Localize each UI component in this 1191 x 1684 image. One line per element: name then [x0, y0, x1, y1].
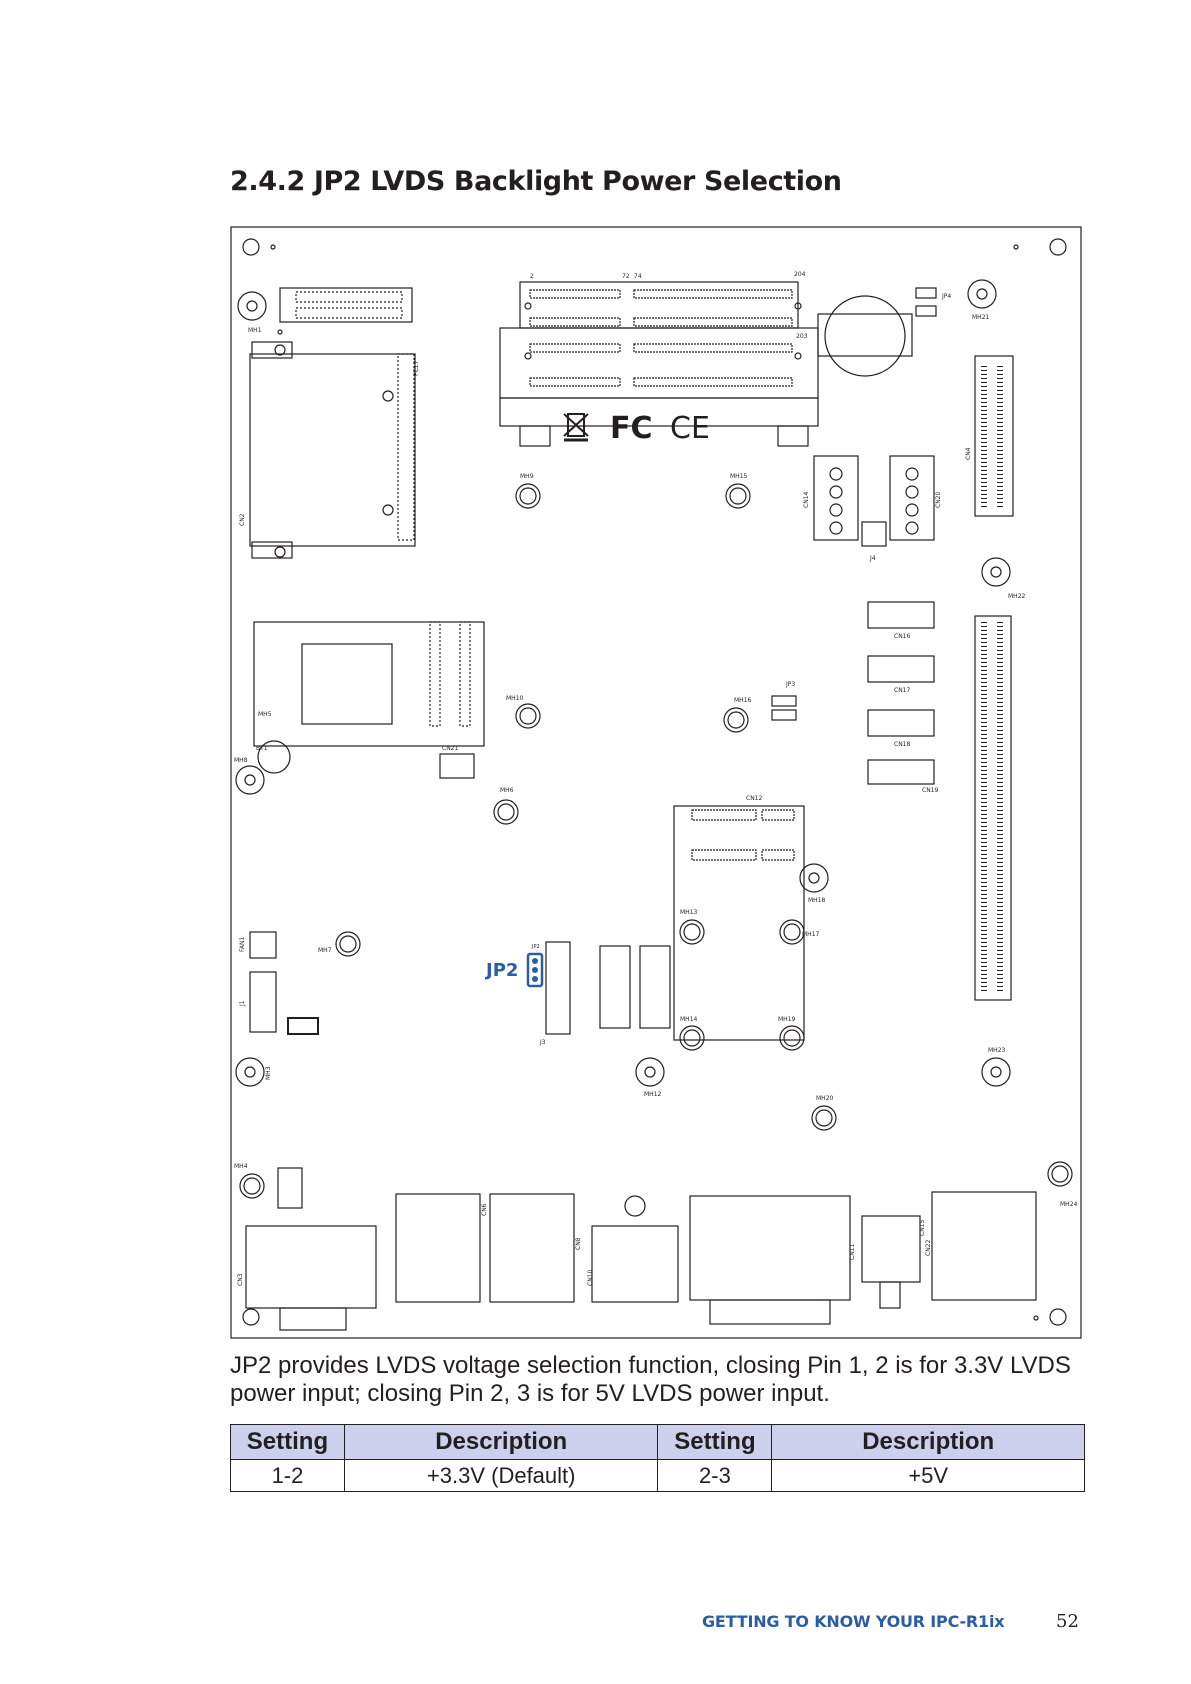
lvds-connector [600, 946, 630, 1028]
table-header-cell: Setting [658, 1425, 772, 1460]
diagram-label: CN10 [587, 1269, 594, 1286]
diagram-label: 74 [634, 273, 642, 280]
audio-jack [862, 1216, 920, 1282]
mounting-hole [982, 558, 1010, 586]
diagram-label: JP2 [532, 944, 540, 950]
diagram-label: J1 [239, 1000, 246, 1006]
mounting-hole [238, 292, 266, 320]
diagram-label: CN21 [442, 745, 459, 752]
diagram-label: FAN1 [239, 936, 246, 952]
cert-logos [564, 411, 710, 446]
corner-hole [271, 245, 275, 249]
page-number: 52 [1056, 1611, 1079, 1632]
mini-pcie-slot [254, 622, 484, 746]
diagram-label: CN17 [894, 687, 911, 694]
diagram-label: CN15 [919, 1219, 926, 1236]
battery [825, 296, 905, 376]
diagram-label: CN22 [925, 1239, 932, 1256]
mounting-hole [236, 766, 264, 794]
jp2-description: JP2 provides LVDS voltage selection function, closing Pin 1, 2 is for 3.3V LVDS power input; closing Pin 2, 3 is for 5V LVDS power input. [230, 1352, 1071, 1407]
board-outline [231, 227, 1081, 1338]
board-layout-diagram [230, 226, 1082, 1339]
diagram-label: CN2 [239, 513, 246, 526]
jp2-jumper [484, 954, 542, 986]
corner-hole [1034, 1316, 1038, 1320]
diagram-label: CN19 [922, 787, 939, 794]
cn18-connector [868, 710, 934, 736]
table-header-cell: Description [772, 1425, 1085, 1460]
j1-connector [250, 972, 276, 1032]
table-cell: +3.3V (Default) [344, 1460, 658, 1492]
corner-hole [1050, 1309, 1066, 1325]
diagram-label: J4 [870, 555, 876, 562]
lvds-connector [640, 946, 670, 1028]
cn16-connector [868, 602, 934, 628]
diagram-label: MH13 [680, 909, 698, 916]
usb-lan-stack [396, 1194, 480, 1302]
section-heading: 2.4.2 JP2 LVDS Backlight Power Selection [230, 166, 842, 197]
j3-connector [546, 942, 570, 1034]
table-header-cell: Description [344, 1425, 658, 1460]
diagram-label: 72 [622, 273, 630, 280]
diagram-label: CN3 [237, 1273, 244, 1286]
diagram-label: MH16 [734, 697, 752, 704]
diagram-label: CN8 [575, 1237, 582, 1250]
diagram-label: MH7 [318, 947, 332, 954]
table-cell: 1-2 [231, 1460, 345, 1492]
diagram-label: CN14 [803, 491, 810, 508]
diagram-label: PC17 [413, 360, 420, 376]
diagram-label: CN18 [894, 741, 911, 748]
cn19-connector [868, 760, 934, 784]
diagram-label: J3 [540, 1039, 546, 1046]
cn17-connector [868, 656, 934, 682]
diagram-label: JP4 [942, 293, 952, 300]
vga-port [690, 1196, 850, 1300]
corner-hole [1014, 245, 1018, 249]
corner-hole [1050, 239, 1066, 255]
diagram-label: MH14 [680, 1016, 698, 1023]
mounting-hole [636, 1058, 664, 1086]
diagram-label: 2 [530, 273, 534, 280]
diagram-label: CN4 [965, 447, 972, 460]
diagram-label: MH22 [1008, 593, 1026, 600]
cf-card-slot [250, 354, 415, 546]
diagram-label: MH1 [248, 327, 262, 334]
pci-slot [975, 616, 1011, 1000]
diagram-label: 203 [796, 333, 808, 340]
diagram-label: JP3 [786, 681, 796, 688]
diagram-label: MH17 [802, 931, 820, 938]
usb-lan-stack [490, 1194, 574, 1302]
table-row [231, 1460, 1085, 1492]
diagram-label: MH8 [234, 757, 248, 764]
table-cell: +5V [772, 1460, 1085, 1492]
footer-title: GETTING TO KNOW YOUR IPC-R1ix [702, 1612, 1005, 1631]
diagram-label: MH9 [520, 473, 534, 480]
diagram-label: 204 [794, 271, 806, 278]
diagram-label: MH21 [972, 314, 990, 321]
diagram-label: MH24 [1060, 1201, 1078, 1208]
header-connector [280, 288, 412, 322]
svg-text:FC: FC [610, 411, 653, 446]
diagram-label: MH18 [808, 897, 826, 904]
corner-hole [243, 239, 259, 255]
diagram-label: MH20 [816, 1095, 834, 1102]
table-header-cell: Setting [231, 1425, 345, 1460]
diagram-label: MH5 [258, 711, 272, 718]
diagram-label: MH12 [644, 1091, 662, 1098]
power-jack [932, 1192, 1036, 1300]
diagram-label: CN12 [746, 795, 763, 802]
table-cell: 2-3 [658, 1460, 772, 1492]
diagram-label: MH23 [988, 1047, 1006, 1054]
diagram-label: MH4 [234, 1163, 248, 1170]
dvi-port [592, 1226, 678, 1302]
diagram-label: BT1 [256, 745, 268, 752]
corner-hole [243, 1309, 259, 1325]
svg-text:CE: CE [670, 411, 710, 446]
mounting-hole [236, 1058, 264, 1086]
fan1-connector [250, 932, 276, 958]
diagram-label: MH19 [778, 1016, 796, 1023]
cn4-header [975, 356, 1013, 516]
diagram-label: CN20 [935, 491, 942, 508]
mounting-hole [982, 1058, 1010, 1086]
diagram-label: CN16 [894, 633, 911, 640]
diagram-label: CN11 [849, 1243, 856, 1260]
jp2-settings-table [230, 1424, 1085, 1492]
diagram-label: MH6 [500, 787, 514, 794]
diagram-label: MH15 [730, 473, 748, 480]
diagram-label: MH3 [265, 1066, 272, 1080]
table-header-row [231, 1425, 1085, 1460]
jp2-highlight-label: JP2 [486, 960, 519, 981]
mounting-hole [968, 280, 996, 308]
diagram-label: CN6 [481, 1203, 488, 1216]
so-dimm-slots [500, 282, 818, 446]
com-port [246, 1226, 376, 1308]
diagram-label: MH10 [506, 695, 524, 702]
